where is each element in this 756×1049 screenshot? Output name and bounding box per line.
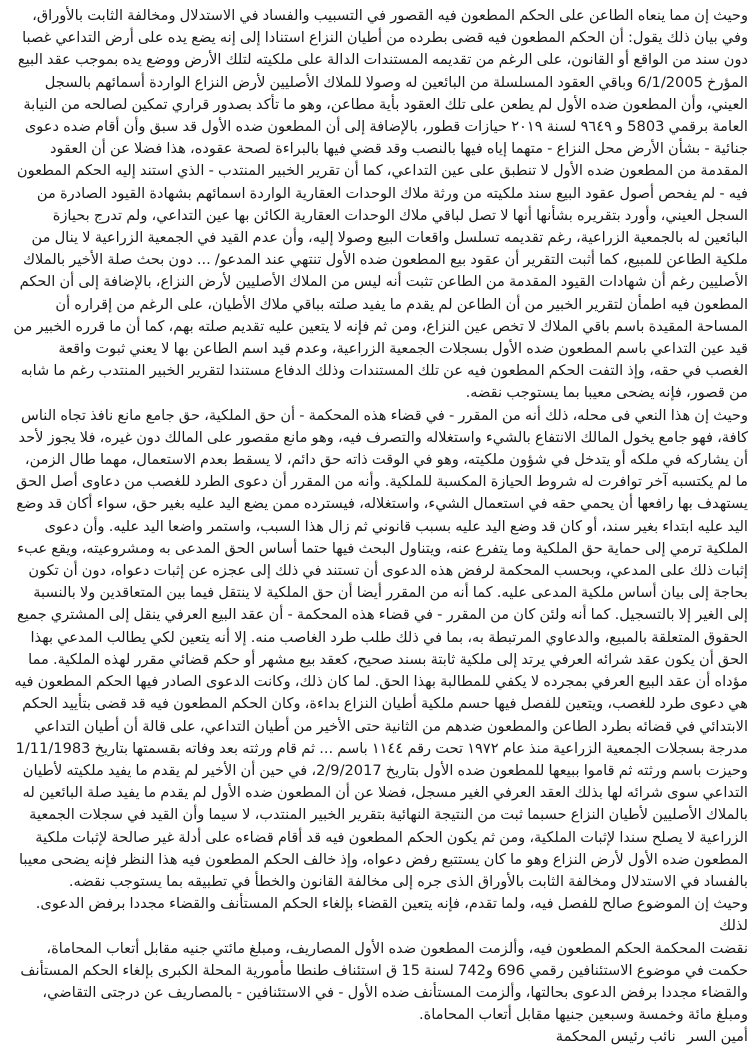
signature-caption [12,1026,748,1048]
court-reasoning-paragraph: وحيث إن هذا النعي فى محله، ذلك أنه من المقرر - في قضاء هذه المحكمة - أن حق الملكية، حق جامع مانع نافذ تجاه الناس كافة، فهو جامع يخول المالك الانتفاع بالشيء واستغلاله والتصرف فيه، وهو مانع مقصور على المالك دون غيره، فلا يجوز لأحد أن يشاركه في ملكه أو يتدخل في شؤون ملكيته، وهو في الوقت ذاته حق دائم، لا يسقط بعدم الاستعمال، مهما طال الزمن، ما لم يكتسبه آخر توافرت له شروط الحيازة المكسبة للملكية. وأنه من المقرر أن دعوى الطرد للغصب من دعاوى أصل الحق يستهدف بها رافعها أن يحمي حقه في استعمال الشيء، واستغلاله، فيسترده ممن يضع اليد عليه بغير حق، سواء أكان قد وضع اليد عليه ابتداء بغير سند، أو كان قد وضع اليد عليه بسبب قانوني ثم زال هذا السبب، واستمر واضعا اليد عليه. وأن دعوى الملكية ترمي إلى حماية حق الملكية وما يتفرع عنه، ويتناول البحث فيها حتما أساس الحق المدعى به ومشروعيته، ويقع عبء إثبات ذلك على المدعي، وبحسب المحكمة لرفض هذه الدعوى أن تستند في ذلك إلى عجزه عن إثبات دعواه، دون أن تكون بحاجة إلى بيان أساس ملكية المدعى عليه. كما أنه من المقرر أيضا أن حق الملكية لا ينتقل فيما بين المتعاقدين ولا بالنسبة إلى الغير إلا بالتسجيل. كما أنه ولئن كان من المقرر - في قضاء هذه المحكمة - أن عقد البيع العرفي ينقل إلى المشتري جميع الحقوق المتعلقة بالمبيع، والدعاوي المرتبطة به، بما في ذلك طلب طرد الغاصب منه. إلا أنه يتعين لكي يطالب المدعي بهذا الحق أن يكون عقد شرائه العرفي يرتد إلى ملكية ثابتة بسند صحيح، كعقد بيع مشهر أو حكم قضائي مقرر لهذه الملكية. مما مؤداه أن عقد البيع العرفي بمجرده لا يكفي للمطالبة بهذا الحق. لما كان ذلك، وكانت الدعوى الصادر فيها الحكم المطعون فيه هي دعوى طرد للغصب، ويتعين للفصل فيها حسم ملكية أطيان النزاع بداءة، وكان الحكم المطعون فيه قد قضى بتأييد الحكم الابتدائي في قضائه بطرد الطاعن والمطعون ضدهم من الثانية حتى الأخير من أطيان التداعي، على قالة أن أطيان التداعي مدرجة بسجلات الجمعية الزراعية منذ عام ١٩٧٢ تحت رقم ١١٤٤ باسم ... ثم قام ورثته بعد وفاته بقسمتها بتاريخ 1/11/1983 وحيزت باسم ورثته ثم قاموا ببيعها للمطعون ضده الأول بتاريخ 2/9/2017، في حين أن الأخير لم يقدم ما يفيد ملكيته لأطيان التداعي سوى شرائه لها بذلك العقد العرفي الغير مسجل، فضلا عن أن المطعون ضده الأول لم يقدم ما يفيد صلة البائعين له بالملاك الأصليين لأطيان النزاع حسبما ثبت من النتيجة النهائية بتقرير الخبير المنتدب، لا سيما وأن القيد في سجلات الجمعية الزراعية لا يصلح سندا لإثبات الملكية، ومن ثم يكون الحكم المطعون فيه قد أقام قضاءه على أدلة غير صالحة لإثبات ملكية المطعون ضده الأول لأرض النزاع وهو ما كان يستتبع رفض دعواه، وإذ خالف الحكم المطعون فيه هذا النظر فإنه يضحى معيبا بالفساد في الاستدلال ومخالفة الثابت بالأوراق الذى جره إلى مخالفة القانون والخطأ في تطبيقه بما يستوجب نقضه. [14,406,748,890]
verdict-paragraph: نقضت المحكمة الحكم المطعون فيه، وألزمت المطعون ضده الأول المصاريف، ومبلغ مائتي جنيه مقابل أتعاب المحاماة، حكمت في موضوع الاستئنافين رقمي 696 و742 لسنة 15 ق استئناف طنطا مأمورية المحلة الكبرى بإلغاء الحكم المستأنف والقضاء مجددا برفض الدعوى بحالتها، وألزمت المستأنف ضده الأول - في الاستئنافين - بالمصاريف عن درجتى التقاضي، ومبلغ مائة وخمسة وسبعين جنيها مقابل أتعاب المحاماة. [20,939,748,1024]
deputy-chief-justice-label: نائب رئيس المحكمة [555,1028,676,1046]
therefore-word: لذلك [719,917,748,935]
court-secretary-label: أمين السر [686,1028,748,1046]
merits-ripe-paragraph: وحيث إن الموضوع صالح للفصل فيه، ولما تقدم، فإنه يتعين القضاء بإلغاء الحكم المستأنف والقضاء مجددا برفض الدعوى. [35,895,748,913]
appeal-grounds-paragraph: وحيث إن مما ينعاه الطاعن على الحكم المطعون فيه القصور في التسبيب والفساد في الاستدلال ومخالفة الثابت بالأوراق، وفي بيان ذلك يقول: أن الحكم المطعون فيه قضى بطرده من أطيان النزاع استنادا إلى إنه يضع يده على أرض التداعي غصبا دون سند من الواقع أو القانون، على الرغم من تقديمه المستندات الدالة على ملكيته لتلك الأرض ووضع يده بموجب عقد البيع المؤرخ 6/1/2005 وباقي العقود المسلسلة من البائعين له وصولا للملاك الأصليين لأرض النزاع الواردة أسمائهم بالسجل العيني، وأن المطعون ضده الأول لم يطعن على تلك العقود بأية مطاعن، وهو ما تأكد بصدور قراري تمكين لصالحه من النيابة العامة برقمي 5803 و ٩٦٤٩ لسنة ٢٠١٩ حيازات قطور، بالإضافة إلى أن المطعون ضده الأول قد سبق وأن أقام ضده دعوى جنائية - بشأن الأرض محل النزاع - متهما إياه فيها بالنصب وقد قضي فيها بالبراءة لصحة عقوده، هذا فضلا عن أن العقود المقدمة من المطعون ضده الأول لا تنطبق على عين التداعي، كما أن تقرير الخبير المنتدب - الذي استند إليه الحكم المطعون فيه - لم يفحص أصول عقود البيع سند ملكيته من ورثة ملاك الوحدات العقارية الواردة اسمائهم بشهادة القيود الصادرة من السجل العيني، وأورد بتقريره بشأنها أنها لا تصل لباقي ملاك الوحدات العقارية الكائن بها عين التداعي، ولم تدرج بحيازة البائعين له بالجمعية الزراعية، رغم تقديمه تسلسل واقعات البيع وصولا إليه، وأن عدم القيد في الجمعية الزراعية لا ينال من ملكية الطاعن للمبيع، كما أثبت التقرير أن عقود بيع المطعون ضده الأول تنتهي عند المدعو/ ... دون بحث صلة الأخير بالملاك الأصليين رغم أن شهادات القيود المقدمة من الطاعن تثبت أنه ليس من الملاك الأصليين لأرض النزاع، بالإضافة إلى أن الحكم المطعون فيه اطمأن لتقرير الخبير من أن الطاعن لم يقدم ما يفيد صلته بباقي ملاك الأطيان، على الرغم من إقراره أن المساحة المقيدة باسم باقي الملاك لا تخص عين النزاع، ومن ثم فإنه لا يتعين عليه تقديم صلته بهم، كما أن ما قرره الخبير من قيد عين التداعي باسم المطعون ضده الأول بسجلات الجمعية الزراعية، وعدم قيد اسم الطاعن بها لا يعني ثبوت واقعة الغصب في حقه، وإذ التفت الحكم المطعون فيه عن تلك المستندات وذلك الدفاع مستندا لتقرير الخبير المنتدب رغم ما شابه من قصور، فإنه يضحى معيبا بما يستوجب نقضه. [13,7,748,402]
